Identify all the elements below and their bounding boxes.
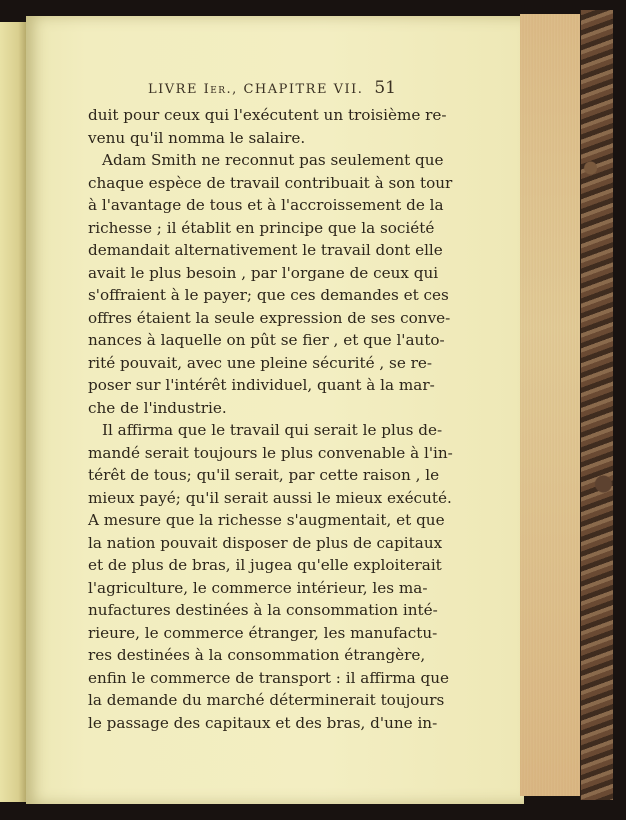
page-block-edges [520, 14, 584, 796]
text-line: Il affirma que le travail qui serait le plus de- [102, 421, 443, 439]
text-line: mieux payé; qu'il serait aussi le mieux exécuté. [88, 488, 452, 507]
text-line: nufactures destinées à la consommation inté- [88, 601, 438, 619]
text-line: le passage des capitaux et des bras, d'une in- [88, 713, 438, 732]
text-line: A mesure que la richesse s'augmentait, et que [88, 511, 445, 529]
paragraph-3 [88, 419, 453, 734]
text-line: nances à laquelle on pût se fier , et que l'auto- [88, 331, 445, 349]
marbled-cover [580, 10, 613, 800]
text-line: chaque espèce de travail contribuait à son tour [88, 173, 453, 192]
text-line: rité pouvait, avec une pleine sécurité , se re- [88, 353, 433, 372]
text-line: res destinées à la consommation étrangère, [88, 646, 426, 664]
text-line: s'offraient à le payer; que ces demandes et ces [88, 286, 449, 304]
text-line: duit pour ceux qui l'exécutent un troisième re- [88, 106, 447, 124]
text-line: l'agriculture, le commerce intérieur, les ma- [88, 578, 428, 597]
text-line: et de plus de bras, il jugea qu'elle exploiterait [88, 556, 442, 574]
paragraph-2 [88, 149, 453, 419]
text-line: mandé serait toujours le plus convenable à l'in- [88, 443, 453, 462]
text-line: térêt de tous; qu'il serait, par cette raison , le [88, 466, 440, 484]
page-number: 51 [374, 78, 396, 98]
paragraph-1 [88, 104, 447, 149]
text-line: à l'avantage de tous et à l'accroissement de la [88, 196, 444, 214]
text-line: Adam Smith ne reconnut pas seulement que [102, 151, 444, 169]
text-line: avait le plus besoin , par l'organe de ceux qui [88, 263, 439, 282]
body-text [88, 104, 453, 734]
running-head: LIVRE Ier., CHAPITRE VII. [148, 82, 364, 97]
text-line: la nation pouvait disposer de plus de capitaux [88, 533, 443, 552]
text-line: venu qu'il nomma le salaire. [88, 128, 306, 147]
text-line: richesse ; il établit en principe que la société [88, 218, 435, 237]
text-line: offres étaient la seule expression de ses conve- [88, 308, 451, 327]
text-line: demandait alternativement le travail dont elle [88, 241, 443, 259]
text-line: che de l'industrie. [88, 398, 227, 417]
text-line: poser sur l'intérêt individuel, quant à la mar- [88, 376, 435, 394]
facing-page-edge [0, 22, 27, 802]
text-line: rieure, le commerce étranger, les manufactu- [88, 623, 438, 642]
text-line: enfin le commerce de transport : il affirma que [88, 668, 450, 687]
page-header [92, 80, 396, 100]
text-line: la demande du marché déterminerait toujours [88, 691, 445, 709]
